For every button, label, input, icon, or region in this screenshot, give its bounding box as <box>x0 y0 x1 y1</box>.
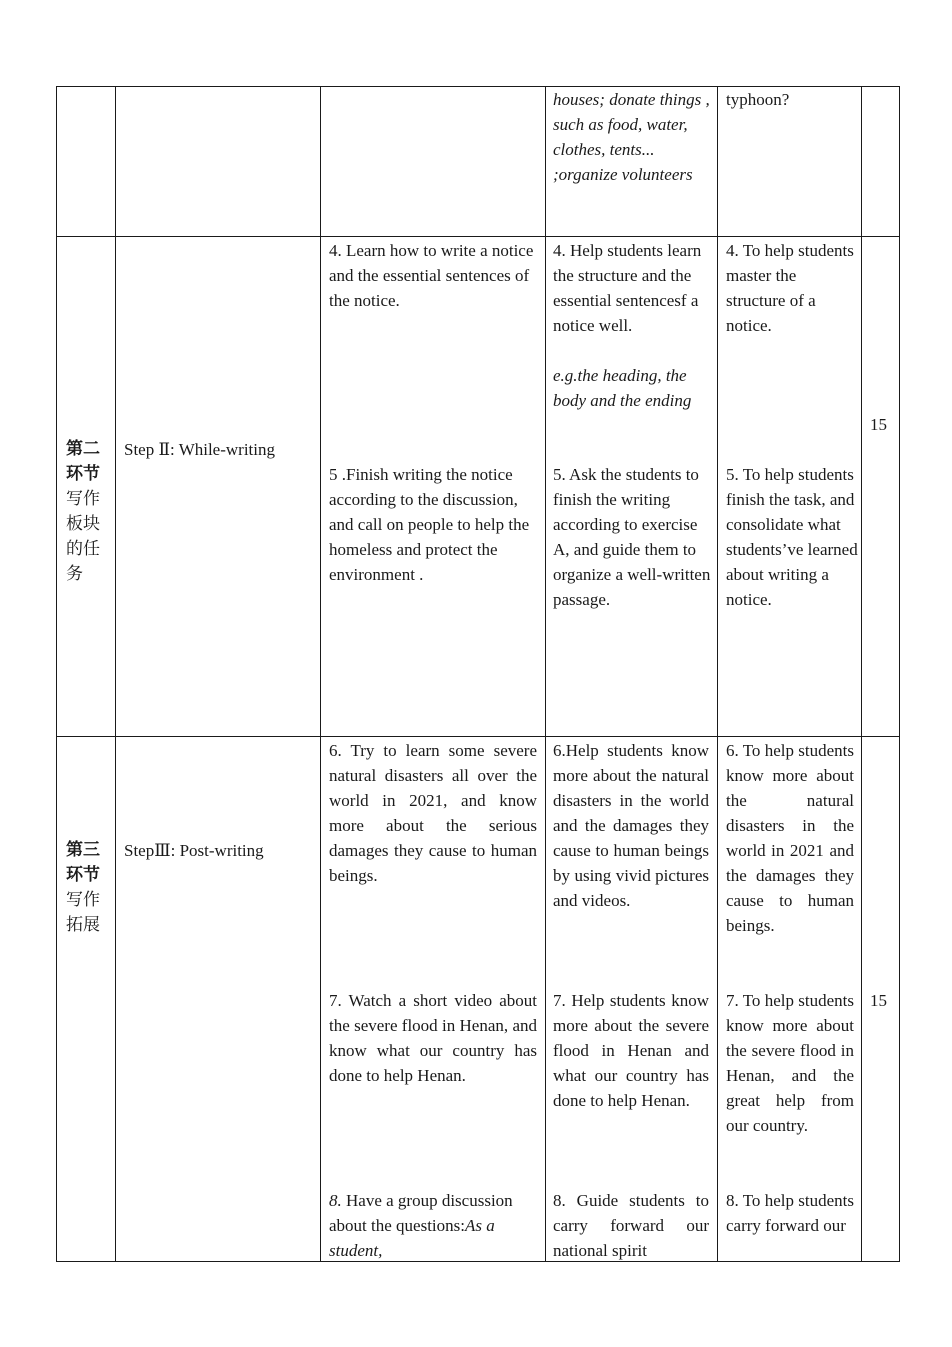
table-col-divider-2 <box>320 86 321 1262</box>
step-label: StepⅢ: Post-writing <box>124 841 264 860</box>
activity-text: Have a group discussion about the questions: <box>329 1191 513 1235</box>
table-row-divider-2 <box>56 736 900 737</box>
table-cell-purpose: 8. To help students carry forward our <box>726 1191 854 1235</box>
activity-number: 8. <box>329 1191 342 1210</box>
table-cell-teacher-activity: 8. Guide students to carry forward our national spirit <box>553 1191 709 1260</box>
table-col-divider-4 <box>717 86 718 1262</box>
table-cell-teacher-activity: 4. Help students learn the structure and the essential sentencesf a notice well. <box>553 241 702 335</box>
table-cell-teacher-activity: 5. Ask the students to finish the writing according to exercise A, and guide them to organize a well-written passage. <box>553 465 711 609</box>
table-cell-purpose: 4. To help students master the structure of a notice. <box>726 241 854 335</box>
table-cell-student-activity: 7. Watch a short video about the severe flood in Henan, and know what our country has done to help Henan. <box>329 991 537 1085</box>
table-cell-teacher-activity: houses; donate things , such as food, water, clothes, tents... ;organize volunteers <box>553 90 710 184</box>
section-subtitle: 写作板块的任务 <box>66 489 100 584</box>
table-cell-teacher-activity: 6.Help students know more about the natural disasters in the world and the damages they cause to human beings by using vivid pictures and videos. <box>553 741 709 910</box>
section-title: 第二环节 <box>66 439 100 484</box>
activity-question: As a student, <box>329 1216 495 1260</box>
table-cell-student-activity: 6. Try to learn some severe natural disasters all over the world in 2021, and know more about the serious damages they cause to human beings. <box>329 741 537 885</box>
table-border-right <box>899 86 900 1262</box>
table-col-divider-5 <box>861 86 862 1262</box>
section-subtitle: 写作拓展 <box>66 890 100 935</box>
table-cell-student-activity <box>329 1188 537 1263</box>
step-label: Step Ⅱ: While-writing <box>124 440 275 459</box>
section-title: 第三环节 <box>66 840 100 885</box>
table-col-divider-1 <box>115 86 116 1262</box>
table-cell-time: 15 <box>870 991 887 1010</box>
table-cell-student-activity: 5 .Finish writing the notice according to the discussion, and call on people to help the homeless and protect the environment . <box>329 465 530 584</box>
table-cell-time: 15 <box>870 415 887 434</box>
table-cell-teacher-example: e.g.the heading, the body and the ending <box>553 366 692 410</box>
table-border-left <box>56 86 57 1262</box>
table-cell-purpose: 6. To help students know more about the natural disasters in the world in 2021 and the damages they cause to human beings. <box>726 741 854 935</box>
table-cell-student-activity: 4. Learn how to write a notice and the essential sentences of the notice. <box>329 241 534 310</box>
table-cell-purpose: typhoon? <box>726 90 790 109</box>
table-cell-purpose: 5. To help students finish the task, and consolidate what students’ve learned about writing a notice. <box>726 465 858 609</box>
table-col-divider-3 <box>545 86 546 1262</box>
table-cell-purpose: 7. To help students know more about the severe flood in Henan, and the great help from our country. <box>726 991 854 1135</box>
table-cell-teacher-activity: 7. Help students know more about the severe flood in Henan and what our country has done to help Henan. <box>553 991 709 1110</box>
table-row-divider-1 <box>56 236 900 237</box>
